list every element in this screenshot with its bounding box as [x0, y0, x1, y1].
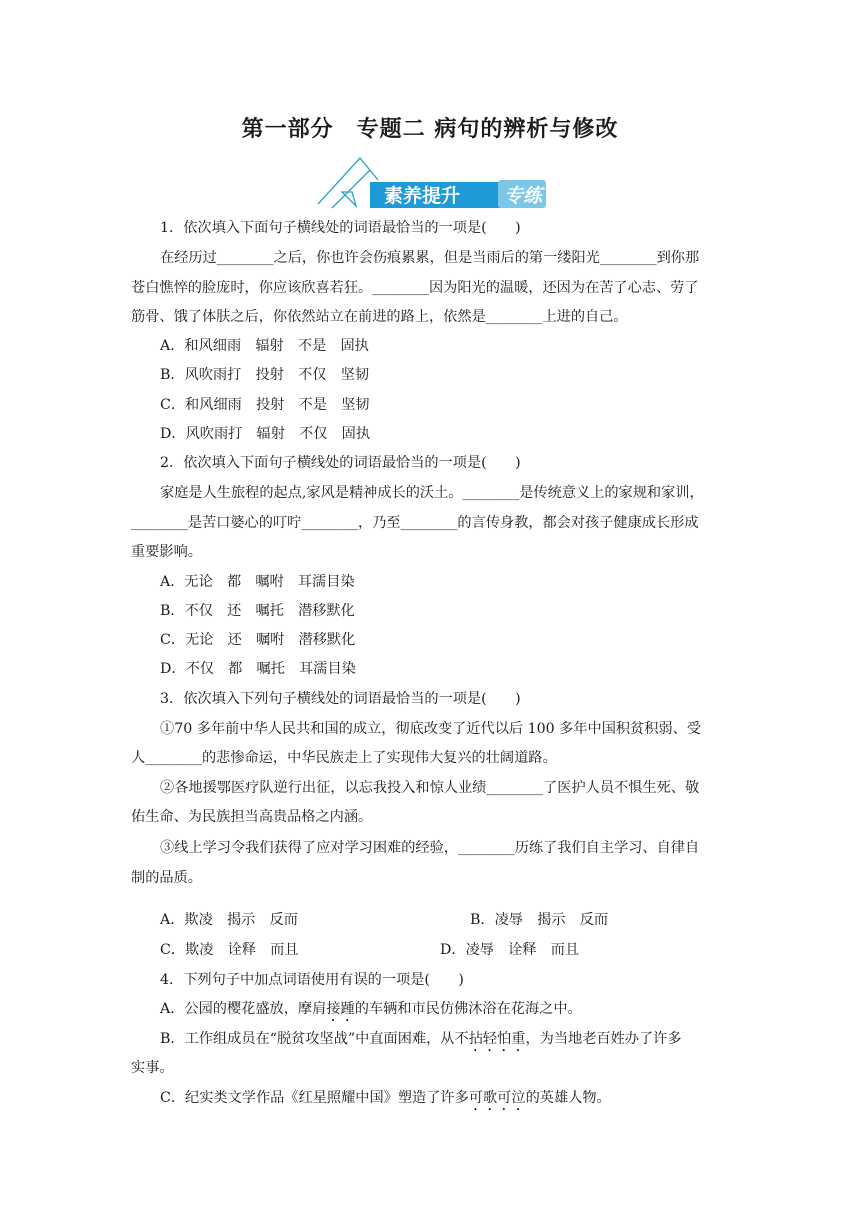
- question-4-option-b-cont: 实事。: [131, 1060, 174, 1076]
- pencil-icon: [318, 158, 378, 208]
- question-2-stem: 2．依次填入下面句子横线处的词语最恰当的一项是( ): [160, 455, 521, 471]
- question-1-passage-line: 筋骨、饿了体肤之后，你依然站立在前进的路上，依然是________上进的自己。: [131, 309, 628, 325]
- option-text: 的车辆和市民仿佛沐浴在花海之中。: [354, 1001, 582, 1017]
- option-text: 的英雄人物。: [525, 1090, 611, 1106]
- banner-subtitle: 专练: [504, 185, 543, 207]
- question-2-option-c: C．无论 还 嘱咐 潜移默化: [160, 632, 356, 648]
- question-2-passage-line: ________是苦口婆心的叮咛________，乃至________的言传身教，都会对孩子健康成长形成: [131, 515, 699, 531]
- question-1-option-c: C．和风细雨 投射 不是 坚韧: [160, 397, 370, 413]
- page-title: 第一部分 专题二 病句的辨析与修改: [241, 117, 619, 142]
- question-1-option-d: D．风吹雨打 辐射 不仅 固执: [160, 426, 371, 442]
- question-3-option-c: C．欺凌 诠释 而且: [160, 942, 299, 958]
- option-text: ，为当地老百姓办了许多: [525, 1031, 682, 1047]
- dotted-term: 接踵: [326, 1001, 355, 1017]
- banner-title: 素养提升: [384, 185, 461, 207]
- question-3-option-a: A．欺凌 揭示 反而: [160, 912, 298, 928]
- question-3-sentence-1: ①70 多年前中华人民共和国的成立，彻底改变了近代以后 100 多年中国积贫积弱、受: [160, 721, 702, 737]
- question-3-sentence-3-cont: 制的品质。: [131, 870, 202, 886]
- option-text: C．纪实类文学作品《红星照耀中国》塑造了许多: [160, 1090, 469, 1106]
- question-4-stem: 4．下列句子中加点词语使用有误的一项是( ): [160, 972, 464, 988]
- question-4-option-a: [160, 999, 582, 1025]
- dotted-term: 拈轻怕重: [468, 1031, 526, 1047]
- question-3-option-b: B．凌辱 揭示 反而: [470, 912, 609, 928]
- question-4-option-c: [160, 1088, 611, 1114]
- option-text: B．工作组成员在“脱贫攻坚战”中直面困难，从不: [160, 1031, 469, 1047]
- question-3-sentence-2: ②各地援鄂医疗队逆行出征，以忘我投入和惊人业绩________了医护人员不惧生死、敬: [160, 780, 700, 796]
- question-3-sentence-1-cont: 人________的悲惨命运，中华民族走上了实现伟大复兴的壮阔道路。: [131, 750, 557, 766]
- question-4-option-b: [160, 1029, 682, 1055]
- question-2-option-b: B．不仅 还 嘱托 潜移默化: [160, 603, 355, 619]
- question-2-passage-line: 家庭是人生旅程的起点,家风是精神成长的沃土。________是传统意义上的家规和家训，: [160, 485, 704, 501]
- section-banner: [312, 152, 548, 210]
- question-1-stem: 1．依次填入下面句子横线处的词语最恰当的一项是( ): [160, 220, 521, 236]
- question-1-passage-line: 在经历过________之后，你也许会伤痕累累，但是当雨后的第一缕阳光________到你那: [160, 250, 700, 266]
- question-3-sentence-2-cont: 佑生命、为民族担当高贵品格之内涵。: [131, 809, 373, 825]
- question-1-option-b: B．风吹雨打 投射 不仅 坚韧: [160, 367, 370, 383]
- question-3-option-d: D．凌辱 诠释 而且: [440, 942, 580, 958]
- question-3-stem: 3．依次填入下列句子横线处的词语最恰当的一项是( ): [160, 691, 521, 707]
- question-3-sentence-3: ③线上学习令我们获得了应对学习困难的经验，________历练了我们自主学习、自律自: [160, 840, 700, 856]
- question-2-option-a: A．无论 都 嘱咐 耳濡目染: [160, 574, 355, 590]
- question-2-passage-line: 重要影响。: [131, 544, 202, 560]
- question-2-option-d: D．不仅 都 嘱托 耳濡目染: [160, 661, 356, 677]
- option-text: A．公园的樱花盛放，摩肩: [160, 1001, 327, 1017]
- dotted-term: 可歌可泣: [468, 1090, 526, 1106]
- question-1-passage-line: 苍白憔悴的脸庞时，你应该欣喜若狂。________因为阳光的温暖，还因为在苦了心志、劳了: [131, 280, 699, 296]
- question-1-option-a: A．和风细雨 辐射 不是 固执: [160, 338, 369, 354]
